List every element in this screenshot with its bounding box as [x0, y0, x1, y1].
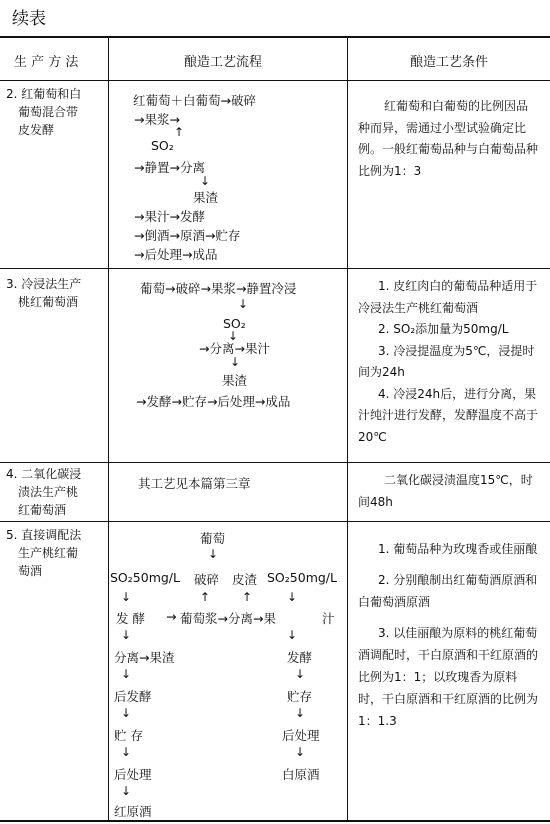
arrow-down-icon: ↓	[121, 628, 132, 642]
arrow-down-icon: ↓	[208, 547, 219, 561]
flow-step: →果浆→	[134, 112, 180, 127]
flow-step: SO₂50mg/L	[267, 570, 337, 585]
flow-step: 葡萄浆→分离→果	[180, 611, 276, 626]
method-line: 4. 二氧化碳浸	[6, 467, 82, 481]
arrow-down-icon: ↓	[121, 745, 132, 759]
flow-arrow: →	[166, 609, 177, 624]
flow-step: 其工艺见本篇第三章	[138, 476, 251, 491]
condition-text: 3. 以佳丽酿为原料的桃红葡萄酒调配时，干白原酒和干红原酒的比例为1：1；以玫瑰香为原料时，干白原酒和干红原酒的比例为1：1.3	[358, 626, 539, 728]
condition-text: 二氧化碳浸渍温度15℃，时间48h	[358, 473, 533, 509]
arrow-up-icon: ↑	[174, 125, 185, 139]
arrow-down-icon: ↓	[228, 329, 239, 343]
flow-step: 果渣	[193, 190, 219, 205]
arrow-down-icon: ↓	[238, 297, 249, 311]
flow-step: →静置→分离	[134, 160, 205, 175]
method-line: 葡萄混合带	[18, 105, 79, 119]
arrow-down-icon: ↓	[287, 628, 298, 642]
arrow-down-icon: ↓	[121, 784, 132, 798]
arrow-up-icon: ↑	[200, 590, 211, 604]
flow-step: 后处理	[282, 728, 320, 743]
flow-step: 贮存	[287, 689, 313, 704]
condition-text: 1. 皮红肉白的葡萄品种适用于冷浸法生产桃红葡萄酒	[358, 279, 538, 315]
method-line: 红葡萄酒	[18, 503, 67, 517]
arrow-down-icon: ↓	[295, 667, 306, 681]
arrow-down-icon: ↓	[121, 667, 132, 681]
condition-text: 红葡萄和白葡萄的比例因品种而异，需通过小型试验确定比例。一般红葡萄品种与白葡萄品种比例为1：3	[358, 99, 539, 178]
condition-text: 2. SO₂添加量为50mg/L	[378, 322, 509, 336]
flow-step: 葡萄	[200, 531, 226, 546]
method-line: 皮发酵	[18, 123, 55, 137]
arrow-down-icon: ↓	[200, 174, 211, 188]
flow-step: →果汁→发酵	[134, 209, 205, 224]
flow-step: 分离→果渣	[114, 650, 175, 665]
arrow-down-icon: ↓	[121, 590, 132, 604]
condition-text: 4. 冷浸24h后，进行分离，果汁纯汁进行发酵，发酵温度不高于20℃	[358, 386, 539, 444]
conditions-cell	[358, 538, 538, 732]
header-process: 酿造工艺流程	[184, 55, 263, 70]
flow-step: SO₂50mg/L	[110, 570, 180, 585]
condition-text: 3. 冷浸提温度为5℃，浸提时间为24h	[358, 343, 535, 379]
conditions-cell	[358, 276, 538, 448]
method-line: 萄酒	[18, 564, 43, 578]
arrow-down-icon: ↓	[121, 706, 132, 720]
flow-step: 贮 存	[114, 728, 143, 743]
flow-step: →后处理→成品	[134, 247, 218, 262]
arrow-down-icon: ↓	[295, 706, 306, 720]
method-line: 2. 红葡萄和白	[6, 87, 82, 101]
condition-text: 2. 分别酿制出红葡萄酒原酒和白葡萄酒原酒	[358, 573, 538, 609]
method-line: 桃红葡萄酒	[18, 295, 79, 309]
flow-step: 白原酒	[282, 767, 320, 782]
method-line: 生产桃红葡	[18, 546, 79, 560]
flow-step: 红葡萄＋白葡萄→破碎	[133, 93, 256, 108]
flow-step: 后发酵	[114, 689, 152, 704]
condition-text: 1. 葡萄品种为玫瑰香或佳丽酿	[378, 542, 538, 556]
page-title: 续表	[12, 9, 46, 29]
conditions-cell	[358, 470, 538, 513]
flow-step: 破碎	[194, 572, 220, 587]
method-line: 5. 直接调配法	[6, 528, 82, 542]
header-method: 生 产 方 法	[14, 55, 79, 70]
arrow-down-icon: ↓	[287, 590, 298, 604]
flow-step: SO₂	[151, 138, 174, 153]
flow-step: 后处理	[114, 767, 152, 782]
conditions-cell	[358, 96, 538, 182]
flow-step: →分离→果汁	[199, 341, 270, 356]
flow-step: →发酵→贮存→后处理→成品	[136, 394, 291, 409]
header-conditions: 酿造工艺条件	[410, 55, 489, 70]
flow-step: 皮渣	[232, 572, 258, 587]
flow-step: 果渣	[222, 373, 248, 388]
method-line: 渍法生产桃	[18, 485, 79, 499]
flow-step: 发 酵	[116, 611, 145, 626]
flow-step: 红原酒	[114, 804, 152, 819]
flow-step: 汁	[322, 611, 335, 626]
flow-step: 葡萄→破碎→果浆→静置冷浸	[140, 281, 297, 296]
arrow-down-icon: ↓	[230, 355, 241, 369]
method-line: 3. 冷浸法生产	[6, 277, 82, 291]
arrow-down-icon: ↓	[295, 745, 306, 759]
flow-step: SO₂	[223, 316, 246, 331]
flow-step: →倒酒→原酒→贮存	[134, 228, 241, 243]
arrow-up-icon: ↑	[242, 590, 253, 604]
flow-step: 发酵	[287, 650, 313, 665]
